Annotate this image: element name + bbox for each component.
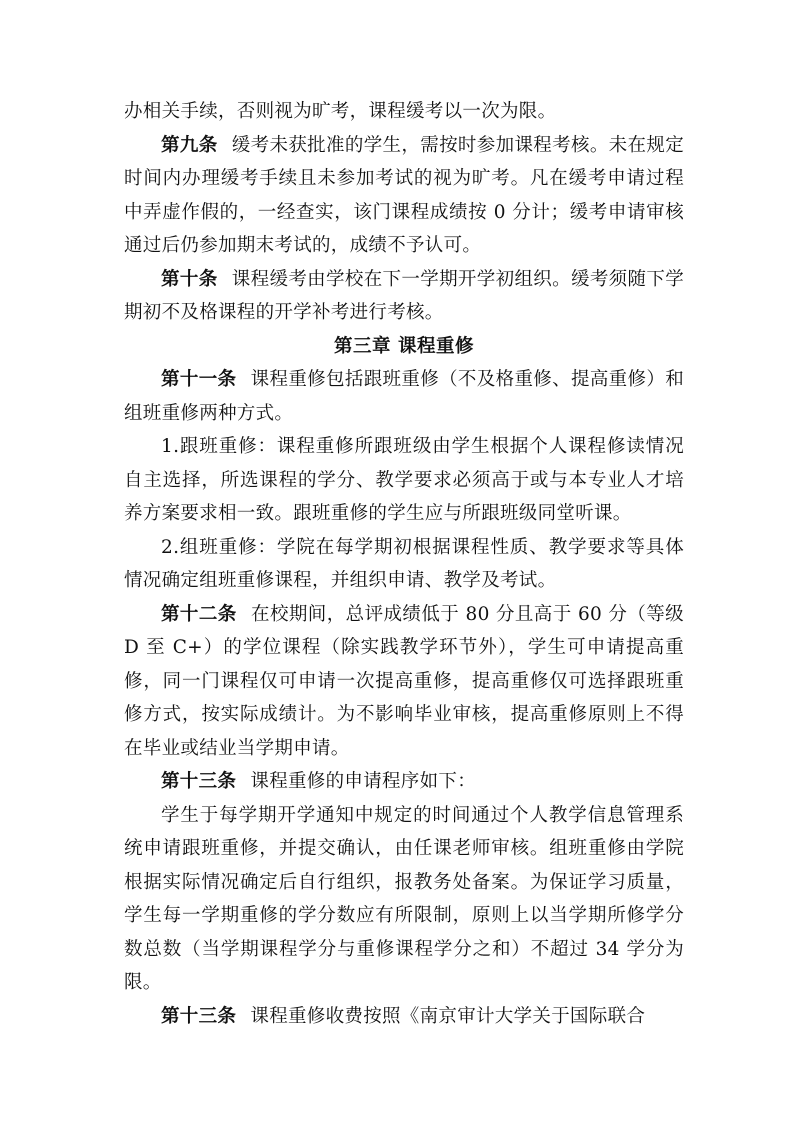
paragraph-text: 缓考未获批准的学生，需按时参加课程考核。未在规定时间内办理缓考手续且未参加考试的视为旷考。凡在缓考申请过程中弄虚作假的，一经查实，该门课程成绩按 0 分计；缓考申请审核通过后仍参加期末考试的，成绩不予认可。: [124, 134, 685, 256]
article-number: 第十二条: [161, 603, 237, 625]
paragraph-text: 学生于每学期开学通知中规定的时间通过个人教学信息管理系统申请跟班重修，并提交确认，由任课老师审核。组班重修由学院根据实际情况确定后自行组织，报教务处备案。为保证学习质量，学生每一学期重修的学分数应有所限制，原则上以当学期所修学分数总数（当学期课程学分与重修课程学分之和）不超过 34 学分为限。: [124, 804, 684, 993]
article-13-body: [124, 799, 684, 1000]
article-11: [124, 363, 684, 430]
paragraph-text: 1.跟班重修：课程重修所跟班级由学生根据个人课程修读情况自主选择，所选课程的学分、教学要求必须高于或与本专业人才培养方案要求相一致。跟班重修的学生应与所跟班级同堂听课。: [124, 436, 684, 524]
article-13: [124, 765, 684, 799]
article-number: 第九条: [161, 134, 218, 156]
chapter-heading: 第三章 课程重修: [334, 335, 474, 357]
paragraph-text: 办相关手续，否则视为旷考，课程缓考以一次为限。: [124, 101, 557, 122]
paragraph-text: 课程重修包括跟班重修（不及格重修、提高重修）和组班重修两种方式。: [124, 369, 685, 424]
paragraph-text: 课程重修的申请程序如下：: [250, 771, 476, 792]
paragraph-text: 在校期间，总评成绩低于 80 分且高于 60 分（等级 D 至 C+）的学位课程（除实践教学环节外），学生可申请提高重修，同一门课程仅可申请一次提高重修，提高重修仅可选择跟班重修方式，按实际成绩计。为不影响毕业审核，提高重修原则上不得在毕业或结业当学期申请。: [124, 603, 684, 759]
article-number: 第十一条: [161, 369, 237, 390]
article-number: 第十条: [161, 268, 218, 290]
article-number: 第十三条: [161, 771, 237, 792]
paragraph-text: 课程重修收费按照《南京审计大学关于国际联合: [250, 1005, 646, 1027]
article-13-fee: [124, 1000, 684, 1034]
article-number: 第十三条: [161, 1005, 237, 1027]
paragraph-text: 2.组班重修：学院在每学期初根据课程性质、教学要求等具体情况确定组班重修课程，并组织申请、教学及考试。: [124, 536, 684, 591]
clause-1: [124, 430, 684, 531]
article-9: [124, 129, 684, 263]
paragraph-continuation: [124, 95, 684, 129]
article-10: [124, 263, 684, 330]
document-page: [124, 95, 684, 1033]
article-12: [124, 598, 684, 766]
paragraph-text: 课程缓考由学校在下一学期开学初组织。缓考须随下学期初不及格课程的开学补考进行考核。: [124, 268, 685, 323]
clause-2: [124, 531, 684, 598]
